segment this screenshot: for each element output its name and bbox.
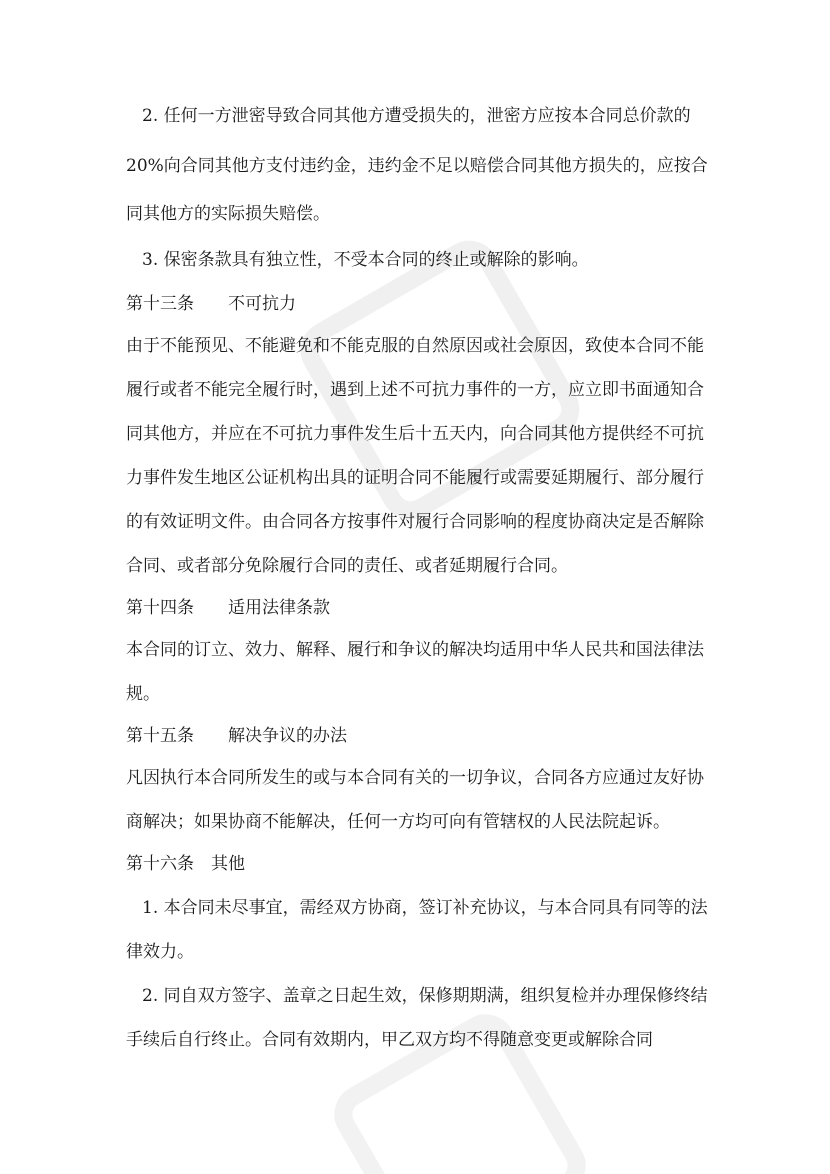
clause-13-line-5: 的有效证明文件。由合同各方按事件对履行合同影响的程度协商决定是否解除 [126, 512, 704, 532]
clause-16-item-2-line-2: 手续后自行终止。合同有效期内，甲乙双方均不得随意变更或解除合同 [126, 1030, 653, 1050]
clause-15-line-1: 凡因执行本合同所发生的或与本合同有关的一切争议，合同各方应通过友好协 [126, 768, 704, 788]
clause-13-line-2: 履行或者不能完全履行时，遇到上述不可抗力事件的一方，应立即书面通知合 [126, 380, 704, 400]
heading-clause-14: 第十四条 适用法律条款 [126, 598, 330, 618]
heading-clause-15: 第十五条 解决争议的办法 [126, 726, 347, 746]
clause-13-line-3: 同其他方，并应在不可抗力事件发生后十五天内，向合同其他方提供经不可抗 [126, 424, 704, 444]
clause-14-line-2: 规。 [126, 684, 160, 704]
heading-clause-16: 第十六条 其他 [126, 854, 245, 874]
clause-14-line-1: 本合同的订立、效力、解释、履行和争议的解决均适用中华人民共和国法律法 [126, 640, 704, 660]
clause-16-item-1-line-2: 律效力。 [126, 942, 194, 962]
clause-12-item-2-line-2: 20%向合同其他方支付违约金，违约金不足以赔偿合同其他方损失的，应按合 [126, 156, 708, 176]
clause-15-line-2: 商解决；如果协商不能解决，任何一方均可向有管辖权的人民法院起诉。 [126, 812, 670, 832]
clause-12-item-2-line-1: 2. 任何一方泄密导致合同其他方遭受损失的，泄密方应按本合同总价款的 [142, 106, 691, 126]
clause-12-item-3: 3. 保密条款具有独立性，不受本合同的终止或解除的影响。 [142, 250, 589, 270]
clause-12-item-2-line-3: 同其他方的实际损失赔偿。 [126, 204, 330, 224]
clause-13-line-1: 由于不能预见、不能避免和不能克服的自然原因或社会原因，致使本合同不能 [126, 336, 704, 356]
heading-clause-13: 第十三条 不可抗力 [126, 294, 296, 314]
clause-16-item-2-line-1: 2. 同自双方签字、盖章之日起生效，保修期期满，组织复检并办理保修终结 [142, 986, 708, 1006]
clause-16-item-1-line-1: 1. 本合同未尽事宜，需经双方协商，签订补充协议，与本合同具有同等的法 [142, 898, 708, 918]
clause-13-line-6: 合同、或者部分免除履行合同的责任、或者延期履行合同。 [126, 556, 568, 576]
watermark-mark-bottom [323, 1003, 596, 1174]
clause-13-line-4: 力事件发生地区公证机构出具的证明合同不能履行或需要延期履行、部分履行 [126, 468, 704, 488]
